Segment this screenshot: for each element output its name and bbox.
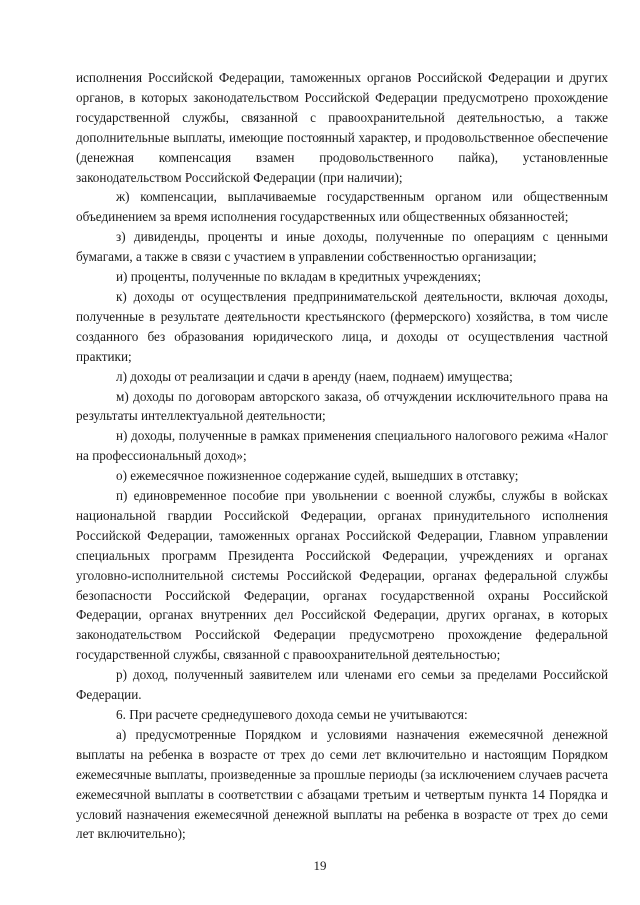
paragraph-item-a: а) предусмотренные Порядком и условиями назначения ежемесячной денежной выплаты на ребенка в возрасте от трех до семи лет включительно и настоящим Порядком ежемесячные выплаты, произведенные за прошлые периоды (за исключением случаев расчета ежемесячной выплаты в соответствии с абзацами третьим и четвертым пункта 14 Порядка и условий назначения ежемесячной денежной выплаты на ребенка в возрасте от трех до семи лет включительно); — [76, 726, 608, 842]
paragraph-item-i: и) проценты, полученные по вкладам в кредитных учреждениях; — [116, 269, 481, 285]
document-page — [76, 68, 608, 844]
paragraph-item-o: о) ежемесячное пожизненное содержание судей, вышедших в отставку; — [116, 468, 519, 484]
page-number: 19 — [313, 858, 327, 873]
paragraph-continuation: исполнения Российской Федерации, таможенных органов Российской Федерации и других органов, в которых законодательством Российской Федерации предусмотрено прохождение государственной службы, связанной с правоохранительной деятельностью, а также дополнительные выплаты, имеющие постоянный характер, и продовольственное обеспечение (денежная компенсация взамен продовольственного пайка), установленные законодательством Российской Федерации (при наличии); — [76, 70, 608, 185]
paragraph-item-k: к) доходы от осуществления предпринимательской деятельности, включая доходы, полученные в результате деятельности крестьянского (фермерского) хозяйства, в том числе созданного без образования юридического лица, и доходы от осуществления частной практики; — [76, 288, 608, 364]
section-6-heading: 6. При расчете среднедушевого дохода семьи не учитываются: — [116, 707, 468, 722]
paragraph-item-r: р) доход, полученный заявителем или членами его семьи за пределами Российской Федерации. — [76, 667, 608, 703]
paragraph-item-zh: ж) компенсации, выплачиваемые государственным органом или общественным объединением за время исполнения государственных или общественных обязанностей; — [76, 189, 608, 225]
paragraph-item-m: м) доходы по договорам авторского заказа, об отчуждении исключительного права на результаты интеллектуальной деятельности; — [76, 388, 608, 424]
paragraph-item-l: л) доходы от реализации и сдачи в аренду (наем, поднаем) имущества; — [116, 368, 513, 384]
paragraph-item-n: н) доходы, полученные в рамках применения специального налогового режима «Налог на профессиональный доход»; — [76, 428, 608, 464]
paragraph-item-z: з) дивиденды, проценты и иные доходы, полученные по операциям с ценными бумагами, а также в связи с участием в управлении собственностью организации; — [76, 229, 608, 265]
paragraph-item-p: п) единовременное пособие при увольнении с военной службы, службы в войсках национальной гвардии Российской Федерации, органах принудительного исполнения Российской Федерации, таможенных органах Российской Федерации, Главном управлении специальных программ Президента Российской Федерации, учреждениях и органах уголовно-исполнительной системы Российской Федерации, органах федеральной службы безопасности Российской Федерации, органах государственной охраны Российской Федерации, органах внутренних дел Российской Федерации, других органах, в которых законодательством Российской Федерации предусмотрено прохождение федеральной государственной службы, связанной с правоохранительной деятельностью; — [76, 488, 608, 663]
